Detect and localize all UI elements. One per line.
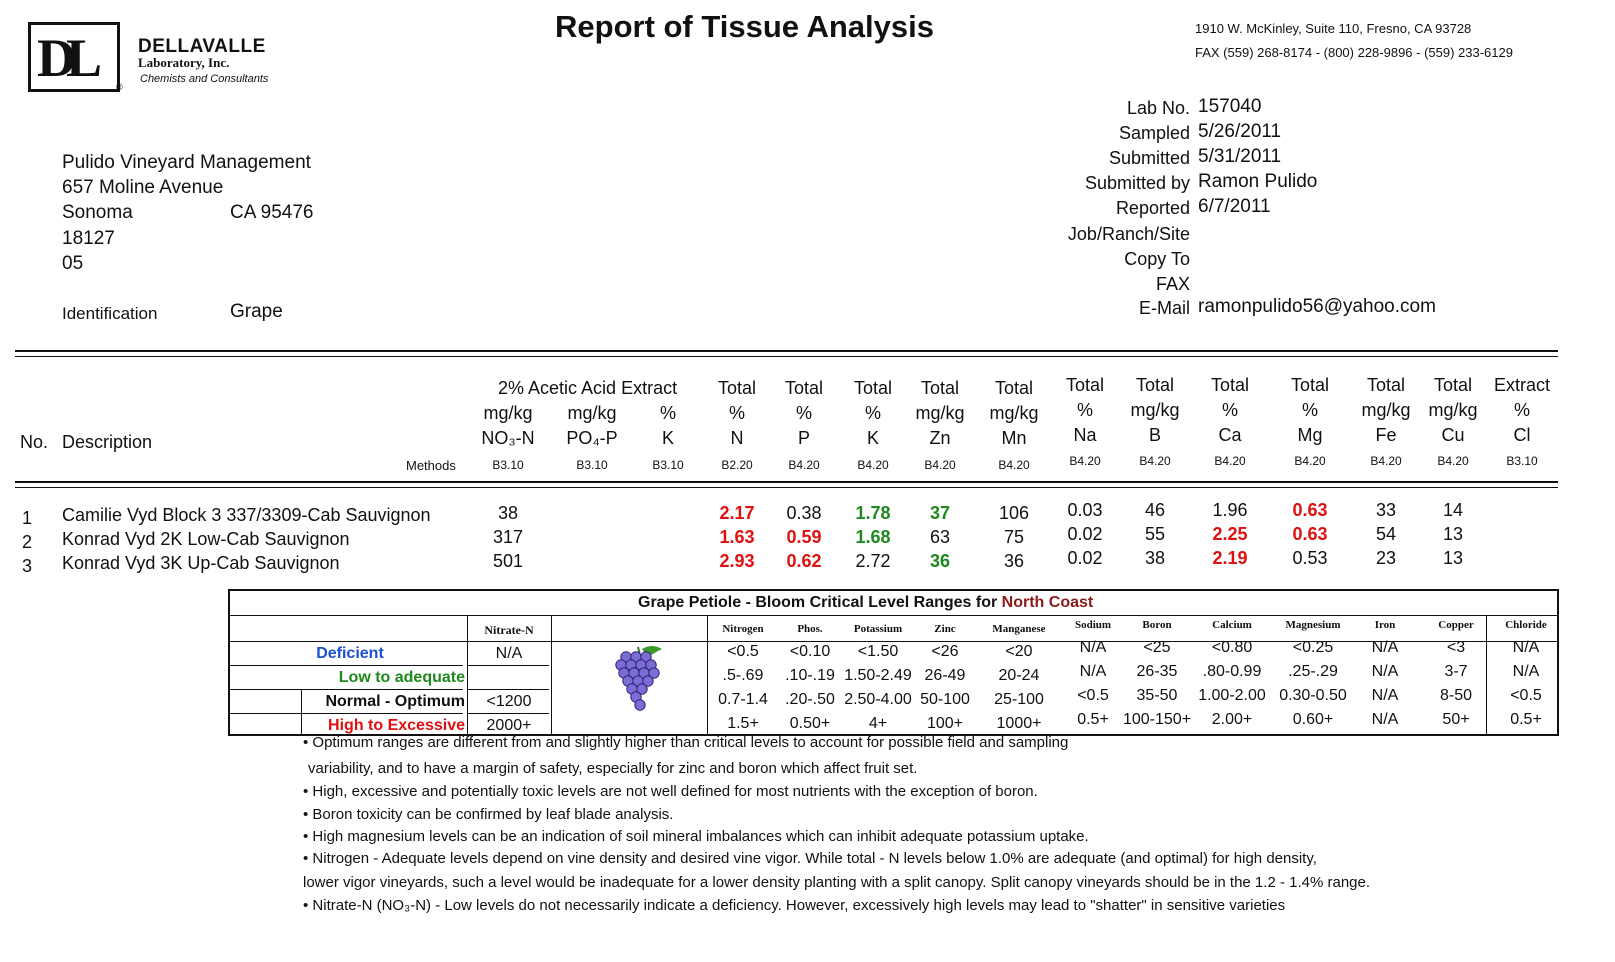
table-cell: 0.03 [1067,500,1103,520]
range-value: 35-50 [1136,687,1178,704]
grape-cluster-icon [608,643,670,713]
row-number: 3 [22,556,33,576]
table-cell: 75 [1003,527,1025,547]
column-header-l1: Total [994,378,1034,398]
table-cell: 54 [1375,524,1397,544]
table-cell: 55 [1144,524,1166,544]
column-header-l1: Total [717,378,757,398]
column-header-l1: Total [1290,375,1330,395]
table-cell: 37 [929,503,951,523]
range-value: N/A [1371,711,1399,728]
row-description: Camilie Vyd Block 3 337/3309-Cab Sauvignon [62,505,431,525]
column-header-l2: mg/kg [1428,400,1478,420]
range-value: N/A [1512,639,1540,656]
column-header-l2: mg/kg [1130,400,1180,420]
table-cell: 0.63 [1292,500,1328,520]
range-header: Manganese [992,623,1046,635]
nitrate-header: Nitrate-N [484,623,534,637]
range-value: <1.50 [857,643,899,660]
range-value: .20-.50 [785,691,835,708]
column-header-l2: % [795,403,812,423]
report-info-label: Reported [1115,198,1190,218]
report-info-value: 5/31/2011 [1198,146,1282,167]
method-code: B4.20 [1370,454,1402,468]
range-value: 1.5+ [727,715,759,732]
company-tagline: Chemists and Consultants [140,73,269,85]
report-info-label: Job/Ranch/Site [1067,224,1190,244]
range-header: Phos. [797,623,823,635]
table-cell: 38 [497,503,519,523]
company-address: 1910 W. McKinley, Suite 110, Fresno, CA 93728 [1195,21,1472,36]
method-code: B4.20 [857,458,889,472]
column-header-l3: Na [1073,425,1097,445]
column-header-l3: PO₄-P [566,428,618,448]
table-cell: 0.02 [1067,548,1103,568]
method-code: B4.20 [1437,454,1469,468]
table-cell: 0.63 [1292,524,1328,544]
report-info-value: ramonpulido56@yahoo.com [1198,296,1436,317]
methods-label: Methods [406,458,456,473]
range-header: Sodium [1074,619,1112,631]
range-value: <20 [1005,643,1033,660]
range-level-label: Deficient [316,645,384,662]
range-value: 0.5+ [1510,711,1542,728]
table-cell: 0.38 [786,503,822,523]
range-value: <0.5 [1077,687,1109,704]
table-cell: 2.17 [719,503,755,523]
range-value: N/A [1371,687,1399,704]
table-rule-top [15,481,1558,483]
method-code: B4.20 [1214,454,1246,468]
table-cell: 13 [1442,524,1464,544]
table-cell: 0.02 [1067,524,1103,544]
column-header-l2: mg/kg [989,403,1039,423]
table-cell: 14 [1442,500,1464,520]
column-header-l1: Total [1135,375,1175,395]
column-header-l3: Cu [1441,425,1465,445]
range-value: .5-.69 [722,667,764,684]
range-value: 0.50+ [789,715,831,732]
note-line: • Optimum ranges are different from and slightly higher than critical levels to account for possible field and sampling [303,734,1069,751]
range-header: Nitrogen [722,623,764,635]
range-value: 1.50-2.49 [844,667,912,684]
range-value: 1.00-2.00 [1198,687,1266,704]
table-cell: 23 [1375,548,1397,568]
column-header-l2: % [659,403,676,423]
range-value: 2.50-4.00 [844,691,912,708]
client-code: 05 [62,253,84,274]
column-header-l1: Total [1433,375,1473,395]
table-cell: 317 [492,527,524,547]
range-value: N/A [1371,639,1399,656]
ranges-title [638,594,1093,612]
column-header-l3: Zn [929,428,951,448]
range-level-label: Low to adequate [338,669,465,686]
company-name: DELLAVALLE [138,36,266,57]
ranges-title-main: Grape Petiole - Bloom Critical Level Ranges for [638,594,1002,611]
header-rule-bottom [15,356,1558,357]
column-header-l3: N [730,428,744,448]
table-cell: 0.59 [786,527,822,547]
company-logo [28,22,120,92]
column-header-l3: NO₃-N [481,428,535,448]
range-level-label: Normal - Optimum [325,693,465,710]
column-header-l2: % [1301,400,1318,420]
method-code: B3.10 [652,458,684,472]
header-rule-top [15,350,1558,352]
method-code: B3.10 [576,458,608,472]
range-value: 50-100 [920,691,970,708]
table-cell: 2.19 [1212,548,1248,568]
range-value: <0.80 [1211,639,1253,656]
column-header-l1: Total [920,378,960,398]
identification-value: Grape [230,301,283,322]
table-cell: 106 [998,503,1030,523]
client-city: Sonoma [62,202,133,223]
ranges-title-region: North Coast [1001,594,1094,611]
range-nitrate: 2000+ [486,717,532,734]
note-line: • High magnesium levels can be an indication of soil mineral imbalances which can inhibit adequate potassium uptake. [303,828,1089,845]
column-header-l2: % [1076,400,1093,420]
column-header-l2: mg/kg [567,403,617,423]
range-value: 1000+ [996,715,1042,732]
range-value: 26-35 [1136,663,1178,680]
column-header-l2: % [864,403,881,423]
column-header-l2: mg/kg [483,403,533,423]
method-code: B4.20 [1294,454,1326,468]
extract-group-header: 2% Acetic Acid Extract [498,378,678,398]
table-cell: 63 [929,527,951,547]
client-state-zip: CA 95476 [230,202,314,223]
method-code: B4.20 [788,458,820,472]
row-description: Konrad Vyd 3K Up-Cab Sauvignon [62,553,340,573]
table-cell: 36 [1003,551,1025,571]
table-cell: 1.68 [855,527,891,547]
client-street: 657 Moline Avenue [62,177,224,198]
report-info-label: E-Mail [1138,298,1190,318]
column-header-l3: K [661,428,674,448]
row-description: Konrad Vyd 2K Low-Cab Sauvignon [62,529,350,549]
range-value: <25 [1143,639,1171,656]
range-header: Zinc [934,623,956,635]
note-line: • High, excessive and potentially toxic levels are not well defined for most nutrients with the exception of boron. [303,783,1038,800]
range-value: .10-.19 [785,667,835,684]
range-header: Copper [1438,619,1474,631]
note-line: variability, and to have a margin of safety, especially for zinc and boron which affect fruit set. [308,760,918,777]
range-level-label: High to Excessive [328,717,465,734]
range-header: Calcium [1212,619,1252,631]
report-info-value: 157040 [1198,96,1262,117]
table-cell: 36 [929,551,951,571]
range-value: .25-.29 [1288,663,1338,680]
range-value: 0.30-0.50 [1279,687,1347,704]
report-info-label: Submitted [1108,148,1190,168]
column-header-l3: Mg [1297,425,1323,445]
range-value: 50+ [1442,711,1470,728]
row-number: 2 [22,532,33,552]
column-header-l1: Extract [1493,375,1550,395]
range-nitrate: <1200 [486,693,532,710]
method-code: B4.20 [998,458,1030,472]
ranges-table [228,589,1559,736]
report-info-label: Sampled [1118,123,1190,143]
description-header: Description [62,432,153,452]
range-header: Magnesium [1285,619,1341,631]
table-cell: 0.62 [786,551,822,571]
range-value: <0.5 [1510,687,1542,704]
range-value: N/A [1371,663,1399,680]
method-code: B3.10 [1506,454,1538,468]
client-name: Pulido Vineyard Management [62,152,311,173]
table-cell: 501 [492,551,524,571]
note-line: • Nitrogen - Adequate levels depend on vine density and desired vine vigor. While total - N levels below 1.0% are adequate (and optimal) for high density, [303,850,1317,867]
range-value: 26-49 [924,667,966,684]
company-sub: Laboratory, Inc. [138,55,230,70]
note-line: • Boron toxicity can be confirmed by leaf blade analysis. [303,806,674,823]
column-header-l3: B [1148,425,1161,445]
table-rule-bottom [15,487,1558,488]
range-header: Iron [1374,619,1396,631]
report-info-value: 5/26/2011 [1198,121,1282,142]
range-value: <0.5 [727,643,759,660]
no-header: No. [20,432,49,452]
column-header-l3: P [797,428,810,448]
column-header-l2: % [1221,400,1238,420]
table-cell: 2.72 [855,551,891,571]
range-value: <0.25 [1292,639,1334,656]
table-cell: 33 [1375,500,1397,520]
row-number: 1 [22,508,33,528]
column-header-l2: mg/kg [915,403,965,423]
range-value: N/A [1512,663,1540,680]
method-code: B3.10 [492,458,524,472]
logo-letters: DL [37,28,93,88]
report-info-label: Lab No. [1126,98,1190,118]
table-cell: 13 [1442,548,1464,568]
column-header-l1: Total [853,378,893,398]
column-header-l2: % [1513,400,1530,420]
table-cell: 1.96 [1212,500,1248,520]
table-cell: 2.93 [719,551,755,571]
report-info-label: FAX [1155,274,1190,294]
method-code: B4.20 [924,458,956,472]
range-value: 100-150+ [1122,711,1192,728]
column-header-l2: mg/kg [1361,400,1411,420]
note-line: • Nitrate-N (NO₃-N) - Low levels do not necessarily indicate a deficiency. However, excessively high levels may lead to "shatter" in sensitive varieties [303,897,1286,914]
column-header-l1: Total [1366,375,1406,395]
range-value: 2.00+ [1211,711,1253,728]
range-value: <3 [1446,639,1466,656]
range-value: 3-7 [1444,663,1468,680]
column-header-l2: % [728,403,745,423]
company-contact: FAX (559) 268-8174 - (800) 228-9896 - (559) 233-6129 [1195,45,1513,60]
table-cell: 2.25 [1212,524,1248,544]
range-nitrate: N/A [495,645,523,662]
range-value: 0.60+ [1292,711,1334,728]
identification-label: Identification [62,304,158,323]
method-code: B4.20 [1069,454,1101,468]
table-cell: 46 [1144,500,1166,520]
range-value: N/A [1079,639,1107,656]
range-value: <0.10 [789,643,831,660]
range-value: <26 [931,643,959,660]
table-cell: 0.53 [1292,548,1328,568]
range-header: Potassium [853,623,903,635]
registered-mark-icon: ® [116,82,123,92]
report-info-label: Submitted by [1084,173,1190,193]
column-header-l3: Ca [1218,425,1242,445]
range-value: 25-100 [994,691,1044,708]
column-header-l3: Fe [1375,425,1397,445]
note-line: lower vigor vineyards, such a level would be inadequate for a lower density planting with a split canopy. Split canopy vineyards should be in the 1.2 - 1.4% range. [303,874,1371,891]
report-info-value: Ramon Pulido [1198,171,1318,192]
range-value: 0.7-1.4 [718,691,768,708]
column-header-l3: K [866,428,879,448]
range-value: 100+ [926,715,964,732]
table-cell: 1.78 [855,503,891,523]
client-account: 18127 [62,228,115,249]
method-code: B4.20 [1139,454,1171,468]
column-header-l1: Total [1065,375,1105,395]
range-value: 0.5+ [1077,711,1109,728]
column-header-l1: Total [784,378,824,398]
range-value: 4+ [868,715,888,732]
column-header-l3: Mn [1001,428,1027,448]
table-cell: 38 [1144,548,1166,568]
column-header-l3: Cl [1513,425,1531,445]
range-value: .80-0.99 [1202,663,1262,680]
range-header: Chloride [1505,619,1547,631]
method-code: B2.20 [721,458,753,472]
column-header-l1: Total [1210,375,1250,395]
report-title: Report of Tissue Analysis [555,9,934,44]
range-value: N/A [1079,663,1107,680]
range-value: 8-50 [1439,687,1473,704]
report-info-label: Copy To [1124,249,1190,269]
range-value: 20-24 [998,667,1040,684]
report-info-value: 6/7/2011 [1198,196,1271,217]
range-header: Boron [1142,619,1172,631]
table-cell: 1.63 [719,527,755,547]
